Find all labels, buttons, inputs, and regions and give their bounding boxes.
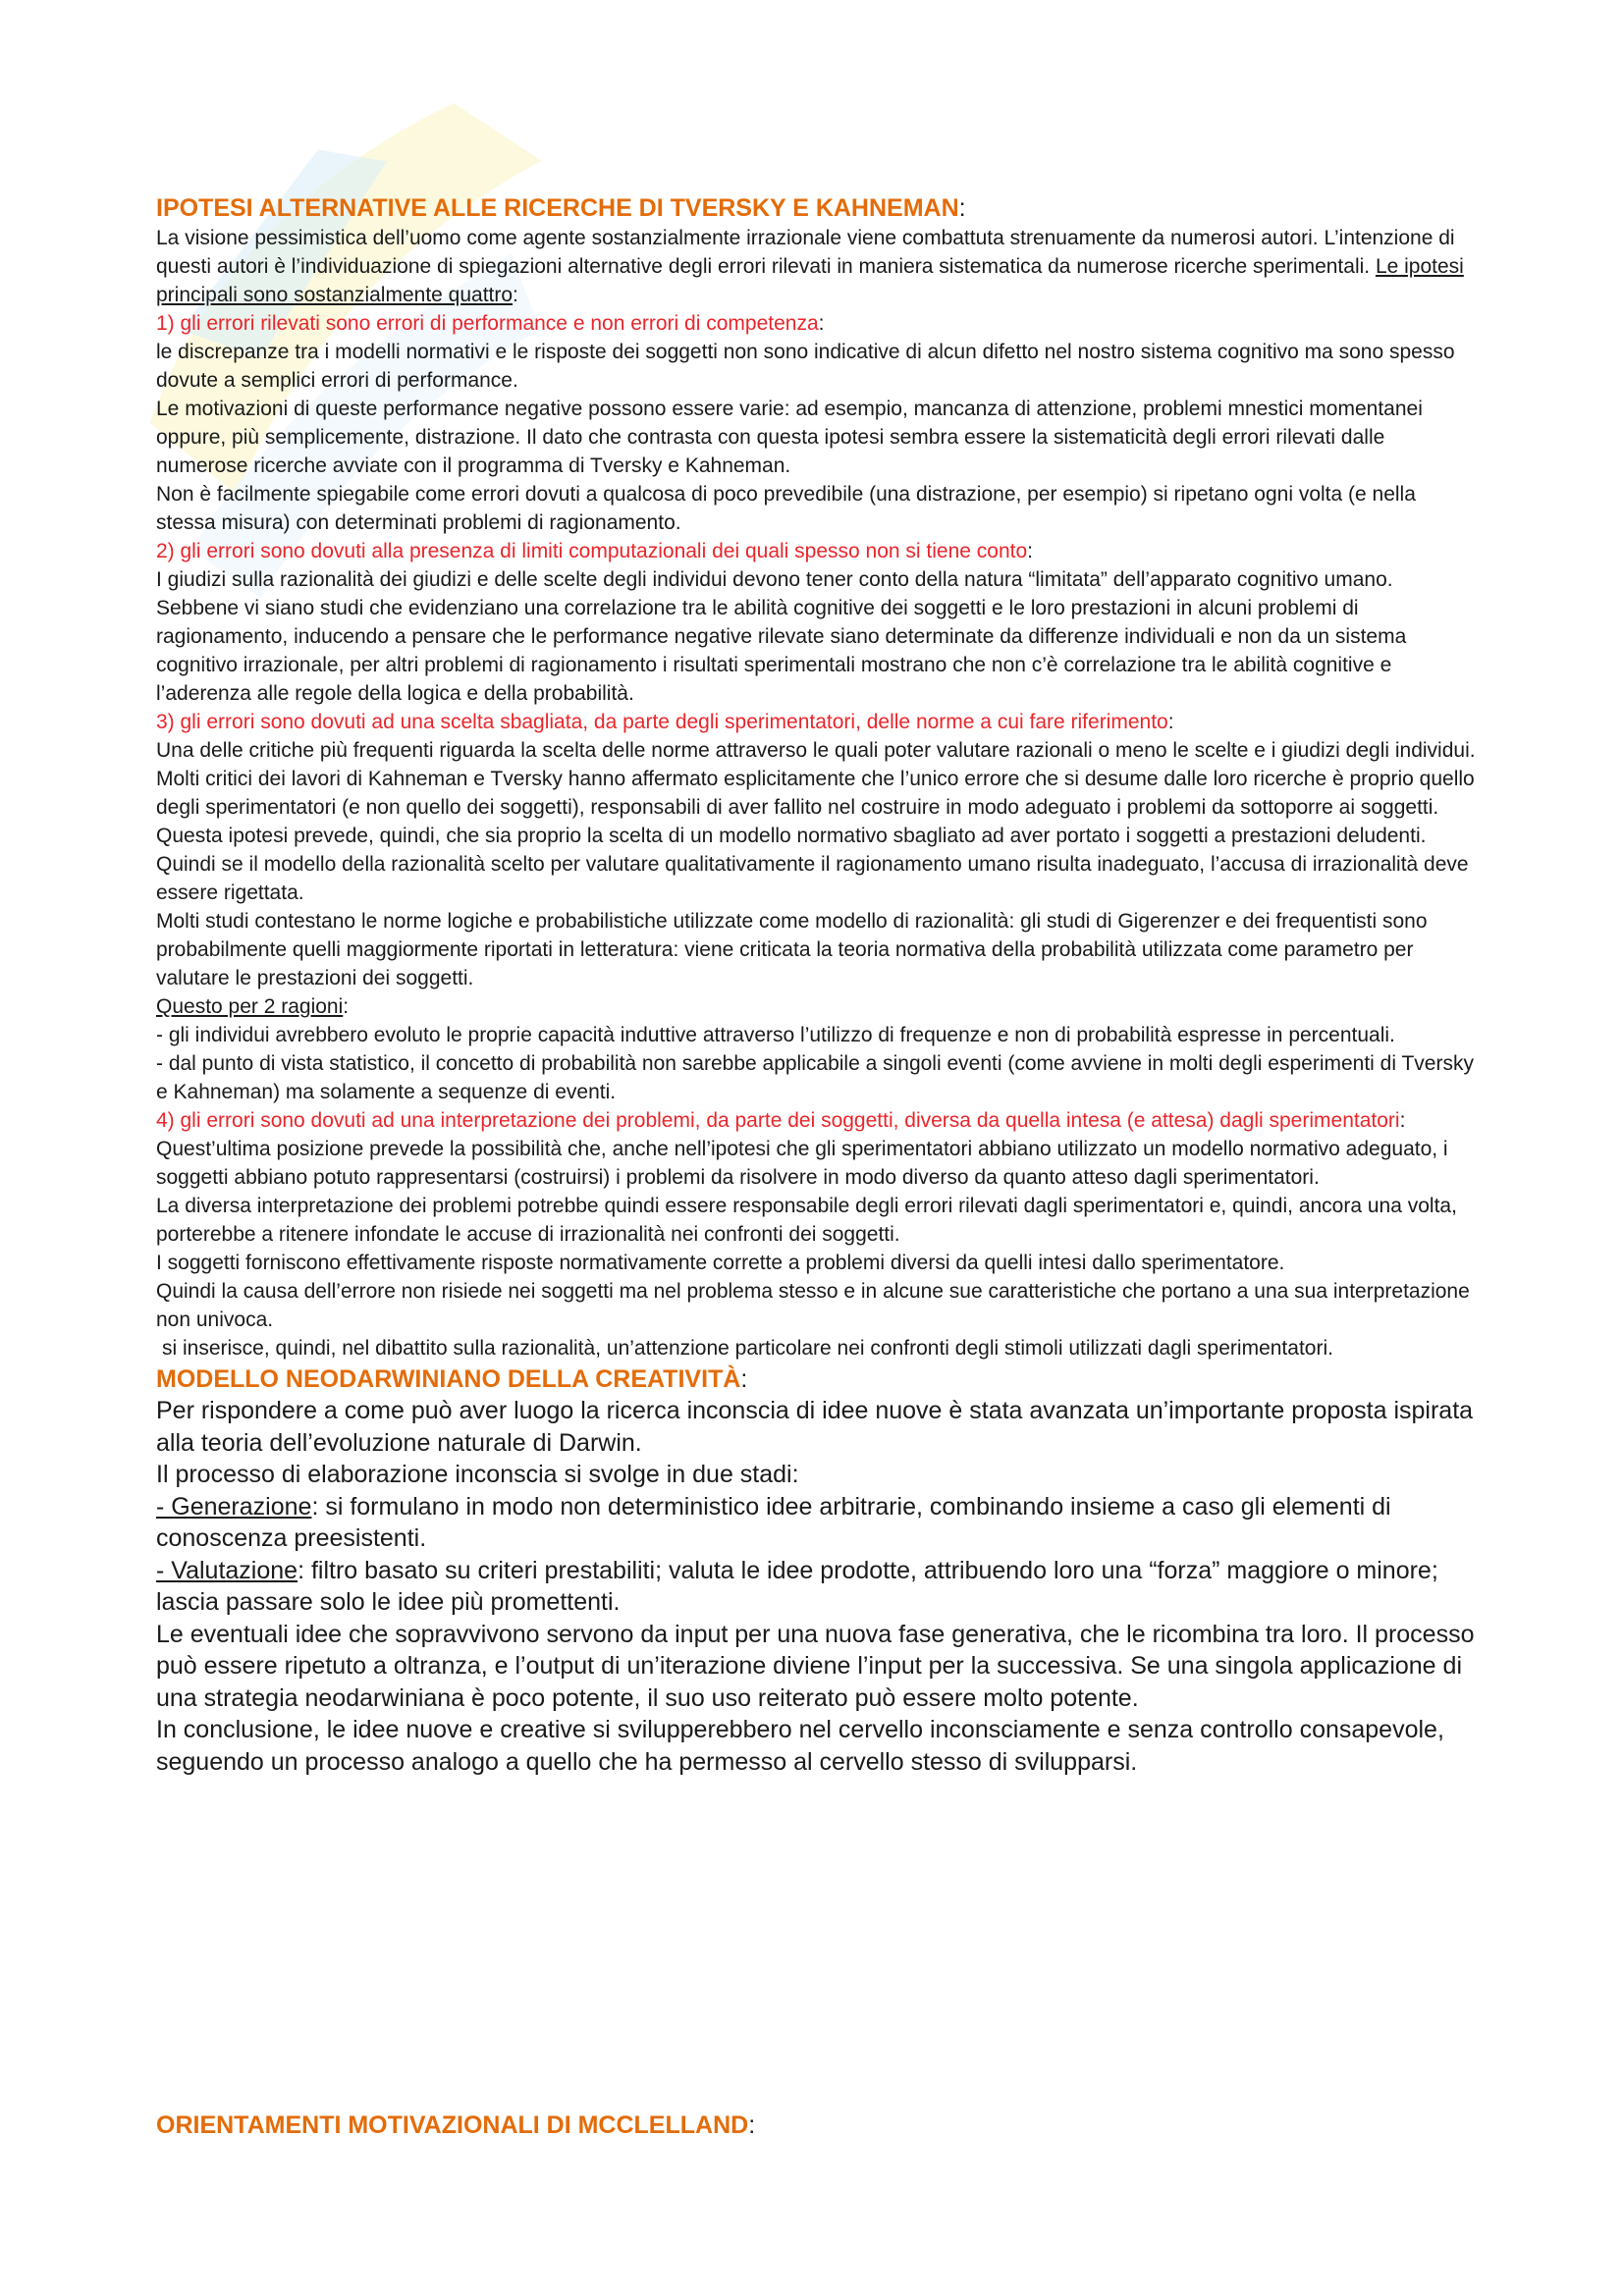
paragraph: Una delle critiche più frequenti riguarda la scelta delle norme attraverso le quali poter valutare razionali o meno le scelte e i giudizi degli individui. Molti critici dei lavori di Kahneman e Tversky hanno affermato esplicitamente che l’unico errore che si desume dalle loro ricerche è proprio quello degli sperimentatori (e non quello dei soggetti), responsabili di aver fallito nel costruire in modo adeguato i problemi da sottoporre ai soggetti. Questa ipotesi prevede, quindi, che sia proprio la scelta di un modello normativo sbagliato ad aver portato i soggetti a prestazioni deludenti. Quindi se il modello della razionalità scelto per valutare qualitativamente il ragionamento umano risulta inadeguato, l’accusa di irrazionalità deve essere rigettata. bbox=[156, 739, 1476, 904]
hypothesis-1-title bbox=[156, 309, 1477, 338]
valutazione-text: : filtro basato su criteri prestabiliti; valuta le idee prodotte, attribuendo loro una “forza” maggiore o minore; lascia passare solo le idee più promettenti. bbox=[156, 1556, 1438, 1616]
paragraph: Quest’ultima posizione prevede la possibilità che, anche nell’ipotesi che gli sperimentatori abbiano utilizzato un modello normativo adeguato, i soggetti abbiano potuto rappresentarsi (costruirsi) i problemi da risolvere in modo diverso da quanto atteso dagli sperimentatori. bbox=[156, 1138, 1448, 1189]
valutazione-label: - Valutazione bbox=[156, 1556, 298, 1584]
paragraph: Quindi la causa dell’errore non risiede nei soggetti ma nel problema stesso e in alcune sue caratteristiche che portano a una sua interpretazione non univoca. bbox=[156, 1280, 1470, 1331]
list-item: - dal punto di vista statistico, il concetto di probabilità non sarebbe applicabile a singoli eventi (come avviene in molti degli esperimenti di Tversky e Kahneman) ma solamente a sequenze di eventi. bbox=[156, 1052, 1474, 1103]
intro-colon: : bbox=[513, 284, 518, 306]
hypothesis-2-text: 2) gli errori sono dovuti alla presenza di limiti computazionali dei quali spesso non si tiene conto bbox=[156, 540, 1028, 562]
paragraph: le discrepanze tra i modelli normativi e le risposte dei soggetti non sono indicative di alcun difetto nel nostro sistema cognitivo ma sono spesso dovute a semplici errori di performance. bbox=[156, 341, 1455, 392]
intro-text: La visione pessimistica dell’uomo come agente sostanzialmente irrazionale viene combattuta strenuamente da numerosi autori. L’intenzione di questi autori è l’individuazione di spiegazioni alternative degli errori rilevati in maniera sistematica da numerose ricerche sperimentali. bbox=[156, 227, 1455, 278]
section-heading bbox=[156, 2109, 755, 2141]
heading-colon: : bbox=[958, 194, 966, 222]
hypothesis-3-colon: : bbox=[1167, 711, 1174, 733]
paragraph: I soggetti forniscono effettivamente risposte normativamente corrette a problemi diversi da quelli intesi dallo sperimentatore. bbox=[156, 1252, 1285, 1274]
hypothesis-1-text: 1) gli errori rilevati sono errori di performance e non errori di competenza bbox=[156, 312, 819, 335]
section-orientamenti-motivazionali bbox=[156, 2109, 755, 2141]
generazione-label: - Generazione bbox=[156, 1492, 312, 1521]
hypothesis-4-colon: : bbox=[1399, 1109, 1406, 1132]
hypothesis-2-colon: : bbox=[1027, 540, 1033, 562]
paragraph: Le motivazioni di queste performance negative possono essere varie: ad esempio, mancanza di attenzione, problemi mnestici momentanei oppure, più semplicemente, distrazione. Il dato che contrasta con questa ipotesi sembra essere la sistematicità degli errori rilevati dalle numerose ricerche avviate con il programma di Tversky e Kahneman. bbox=[156, 398, 1423, 477]
hypothesis-4-text: 4) gli errori sono dovuti ad una interpretazione dei problemi, da parte dei soggetti, diversa da quella intesa (e attesa) dagli sperimentatori bbox=[156, 1109, 1400, 1132]
paragraph: Le eventuali idee che sopravvivono servono da input per una nuova fase generativa, che le ricombina tra loro. Il processo può essere ripetuto a oltranza, e l’output di un’iterazione diviene l’input per la successiva. Se una singola applicazione di una strategia neodarwiniana è poco potente, il suo uso reiterato può essere molto potente. bbox=[156, 1620, 1475, 1712]
list-item bbox=[156, 1555, 1477, 1619]
reasons-label-text: Questo per 2 ragioni bbox=[156, 995, 344, 1018]
heading-text: MODELLO NEODARWINIANO DELLA CREATIVITÀ bbox=[156, 1365, 741, 1393]
hypothesis-3-text: 3) gli errori sono dovuti ad una scelta sbagliata, da parte degli sperimentatori, delle norme a cui fare riferimento bbox=[156, 711, 1168, 733]
reasons-colon: : bbox=[343, 995, 350, 1018]
heading-colon: : bbox=[748, 2111, 756, 2139]
hypothesis-3-title bbox=[156, 708, 1477, 736]
section-heading bbox=[156, 1363, 1477, 1395]
heading-colon: : bbox=[740, 1365, 748, 1393]
paragraph: Per rispondere a come può aver luogo la ricerca inconscia di idee nuove è stata avanzata un’importante proposta ispirata alla teoria dell’evoluzione naturale di Darwin. bbox=[156, 1397, 1474, 1457]
section-ipotesi-alternative bbox=[156, 192, 1477, 1363]
section-modello-neodarwiniano bbox=[156, 1363, 1477, 1778]
heading-text: IPOTESI ALTERNATIVE ALLE RICERCHE DI TVERSKY E KAHNEMAN bbox=[156, 194, 959, 222]
paragraph: Non è facilmente spiegabile come errori dovuti a qualcosa di poco prevedibile (una distrazione, per esempio) si ripetano ogni volta (e nella stessa misura) con determinati problemi di ragionamento. bbox=[156, 483, 1416, 534]
paragraph-text: si inserisce, quindi, nel dibattito sulla razionalità, un’attenzione particolare nei confronti degli stimoli utilizzati dagli sperimentatori. bbox=[162, 1337, 1333, 1360]
list-item: - gli individui avrebbero evoluto le proprie capacità induttive attraverso l’utilizzo di frequenze e non di probabilità espresse in percentuali. bbox=[156, 1024, 1395, 1046]
reasons-label bbox=[156, 992, 1477, 1021]
intro-underlined-text: Le ipotesi principali sono sostanzialmente quattro bbox=[156, 255, 1464, 306]
hypothesis-2-title bbox=[156, 537, 1477, 565]
heading-text: ORIENTAMENTI MOTIVAZIONALI DI MCCLELLAND bbox=[156, 2111, 749, 2139]
paragraph: I giudizi sulla razionalità dei giudizi e delle scelte degli individui devono tener conto della natura “limitata” dell’apparato cognitivo umano. Sebbene vi siano studi che evidenziano una correlazione tra le abilità cognitive dei soggetti e le loro prestazioni in alcuni problemi di ragionamento, inducendo a pensare che le performance negative rilevate siano determinate da differenze individuali e non da un sistema cognitivo irrazionale, per altri problemi di ragionamento i risultati sperimentali mostrano che non c’è correlazione tra le abilità cognitive e l’aderenza alle regole della logica e della probabilità. bbox=[156, 568, 1407, 705]
hypothesis-1-colon: : bbox=[818, 312, 825, 335]
paragraph: Molti studi contestano le norme logiche e probabilistiche utilizzate come modello di razionalità: gli studi di Gigerenzer e dei frequentisti sono probabilmente quelli maggiormente riportati in letteratura: viene criticata la teoria normativa della probabilità utilizzata come parametro per valutare le prestazioni dei soggetti. bbox=[156, 910, 1428, 989]
paragraph bbox=[156, 1334, 1477, 1363]
generazione-text: : si formulano in modo non deterministico idee arbitrarie, combinando insieme a caso gli elementi di conoscenza preesistenti. bbox=[156, 1492, 1391, 1552]
hypothesis-4-title bbox=[156, 1106, 1477, 1135]
intro-paragraph bbox=[156, 224, 1477, 309]
section-heading bbox=[156, 192, 1477, 224]
paragraph: La diversa interpretazione dei problemi potrebbe quindi essere responsabile degli errori rilevati dagli sperimentatori e, quindi, ancora una volta, porterebbe a ritenere infondate le accuse di irrazionalità nei confronti dei soggetti. bbox=[156, 1195, 1457, 1246]
document-body bbox=[156, 192, 1477, 2139]
paragraph: In conclusione, le idee nuove e creative si svilupperebbero nel cervello inconsciamente e senza controllo consapevole, seguendo un processo analogo a quello che ha permesso al cervello stesso di svilupparsi. bbox=[156, 1716, 1444, 1776]
list-item bbox=[156, 1491, 1477, 1555]
paragraph: Il processo di elaborazione inconscia si svolge in due stadi: bbox=[156, 1461, 799, 1488]
